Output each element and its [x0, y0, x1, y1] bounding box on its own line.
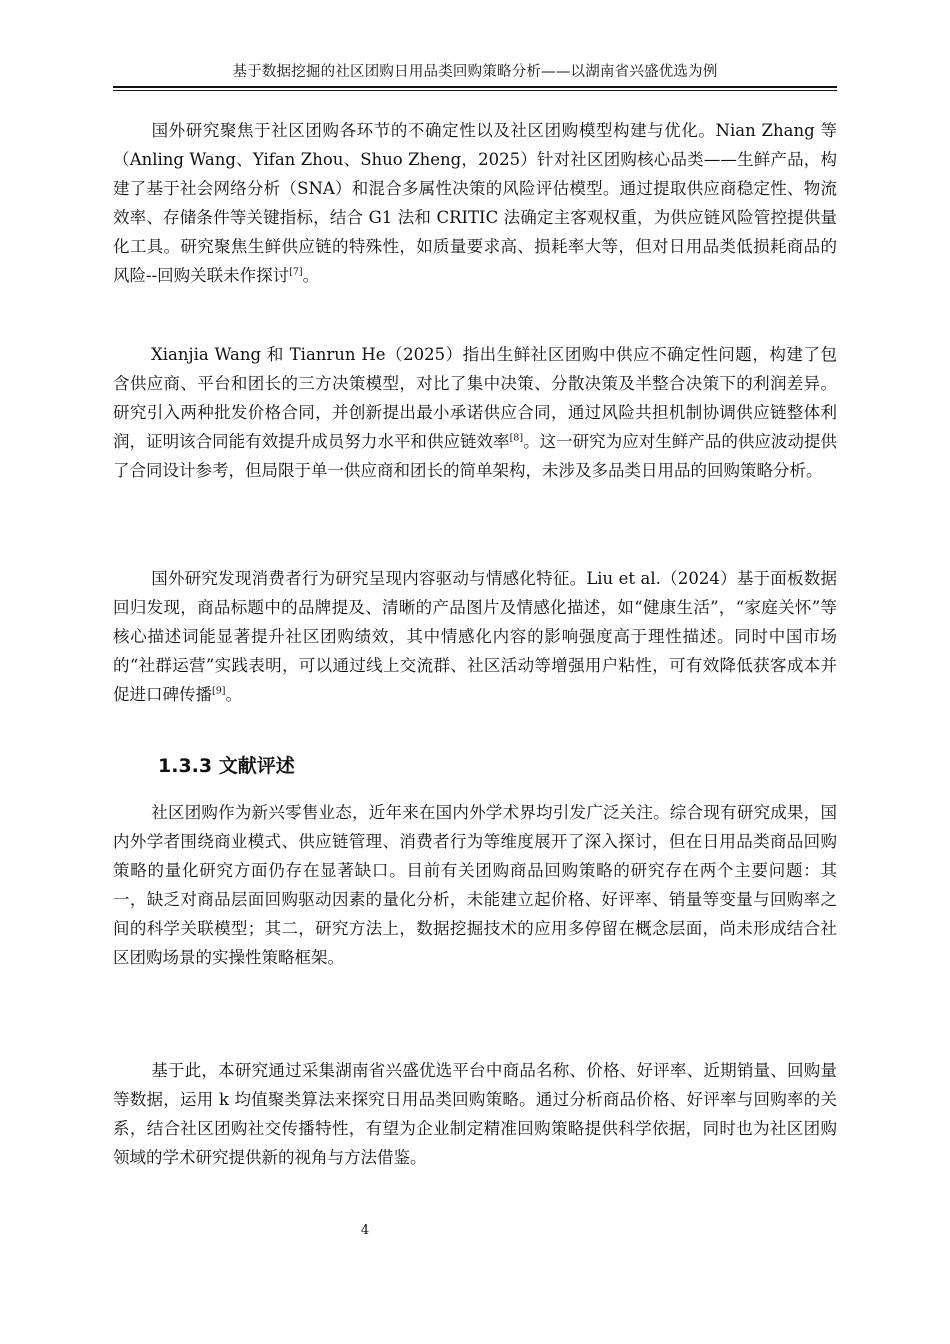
- paragraph-text: 社区团购作为新兴零售业态，近年来在国内外学术界均引发广泛关注。综合现有研究成果，国内外学者围绕商业模式、供应链管理、消费者行为等维度展开了深入探讨，但在日用品类商品回购策略的量化研究方面仍存在显著缺口。目前有关团购商品回购策略的研究存在两个主要问题：其一，缺乏对商品层面回购驱动因素的量化分析，未能建立起价格、好评率、销量等变量与回购率之间的科学关联模型；其二，研究方法上，数据挖掘技术的应用多停留在概念层面，尚未形成结合社区团购场景的实操性策略框架。: [113, 803, 837, 967]
- paragraph-text: 基于此，本研究通过采集湖南省兴盛优选平台中商品名称、价格、好评率、近期销量、回购量等数据，运用 k 均值聚类算法来探究日用品类回购策略。通过分析商品价格、好评率与回购率的关系，结合社区团购社交传播特性，有望为企业制定精准回购策略提供科学依据，同时也为社区团购领域的学术研究提供新的视角与方法借鉴。: [113, 1061, 837, 1167]
- paragraph-consumer-behavior: [113, 564, 837, 709]
- header-rule-thin: [113, 90, 837, 91]
- paragraph-literature-review: [113, 798, 837, 972]
- section-heading: 1.3.3 文献评述: [158, 755, 295, 777]
- paragraph-supply-contract: [113, 340, 837, 485]
- paragraph-text: 国外研究聚焦于社区团购各环节的不确定性以及社区团购模型构建与优化。Nian Zhang 等（Anling Wang、Yifan Zhou、Shuo Zheng，2025）针对社区团购核心品类——生鲜产品，构建了基于社会网络分析（SNA）和混合多属性决策的风险评估模型。通过提取供应商稳定性、物流效率、存储条件等关键指标，结合 G1 法和 CRITIC 法确定主客观权重，为供应链风险管控提供量化工具。研究聚焦生鲜供应链的特殊性，如质量要求高、损耗率大等，但对日用品类低损耗商品的风险--回购关联未作探讨: [113, 121, 837, 285]
- running-header: 基于数据挖掘的社区团购日用品类回购策略分析——以湖南省兴盛优选为例: [232, 64, 718, 80]
- paragraph-text: 国外研究发现消费者行为研究呈现内容驱动与情感化特征。Liu et al.（2024）基于面板数据回归发现，商品标题中的品牌提及、清晰的产品图片及情感化描述，如“健康生活”，“家庭关怀”等核心描述词能显著提升社区团购绩效，其中情感化内容的影响强度高于理性描述。同时中国市场的“社群运营”实践表明，可以通过线上交流群、社区活动等增强用户粘性，可有效降低获客成本并促进口碑传播: [113, 569, 837, 704]
- citation-ref: [7]: [289, 266, 303, 278]
- paragraph-text: Xianjia Wang 和 Tianrun He（2025）指出生鲜社区团购中供应不确定性问题，构建了包含供应商、平台和团长的三方决策模型，对比了集中决策、分散决策及半整合决策下的利润差异。研究引入两种批发价格合同，并创新提出最小承诺供应合同，通过风险共担机制协调供应链整体利润，证明该合同能有效提升成员努力水平和供应链效率: [113, 345, 837, 451]
- paragraph-tail: 。这一研究为应对生鲜产品的供应波动提供了合同设计参考，但局限于单一供应商和团长的简单架构，未涉及多品类日用品的回购策略分析。: [113, 432, 838, 480]
- header-rule-thick: [113, 86, 837, 88]
- paragraph-tail: 。: [302, 266, 320, 285]
- citation-ref: [9]: [212, 685, 226, 697]
- paragraph-tail: 。: [225, 685, 242, 704]
- paragraph-research-approach: [113, 1056, 837, 1172]
- page-number: 4: [360, 1223, 370, 1238]
- paragraph-foreign-research-uncertainty: [113, 116, 837, 290]
- citation-ref: [8]: [509, 432, 524, 444]
